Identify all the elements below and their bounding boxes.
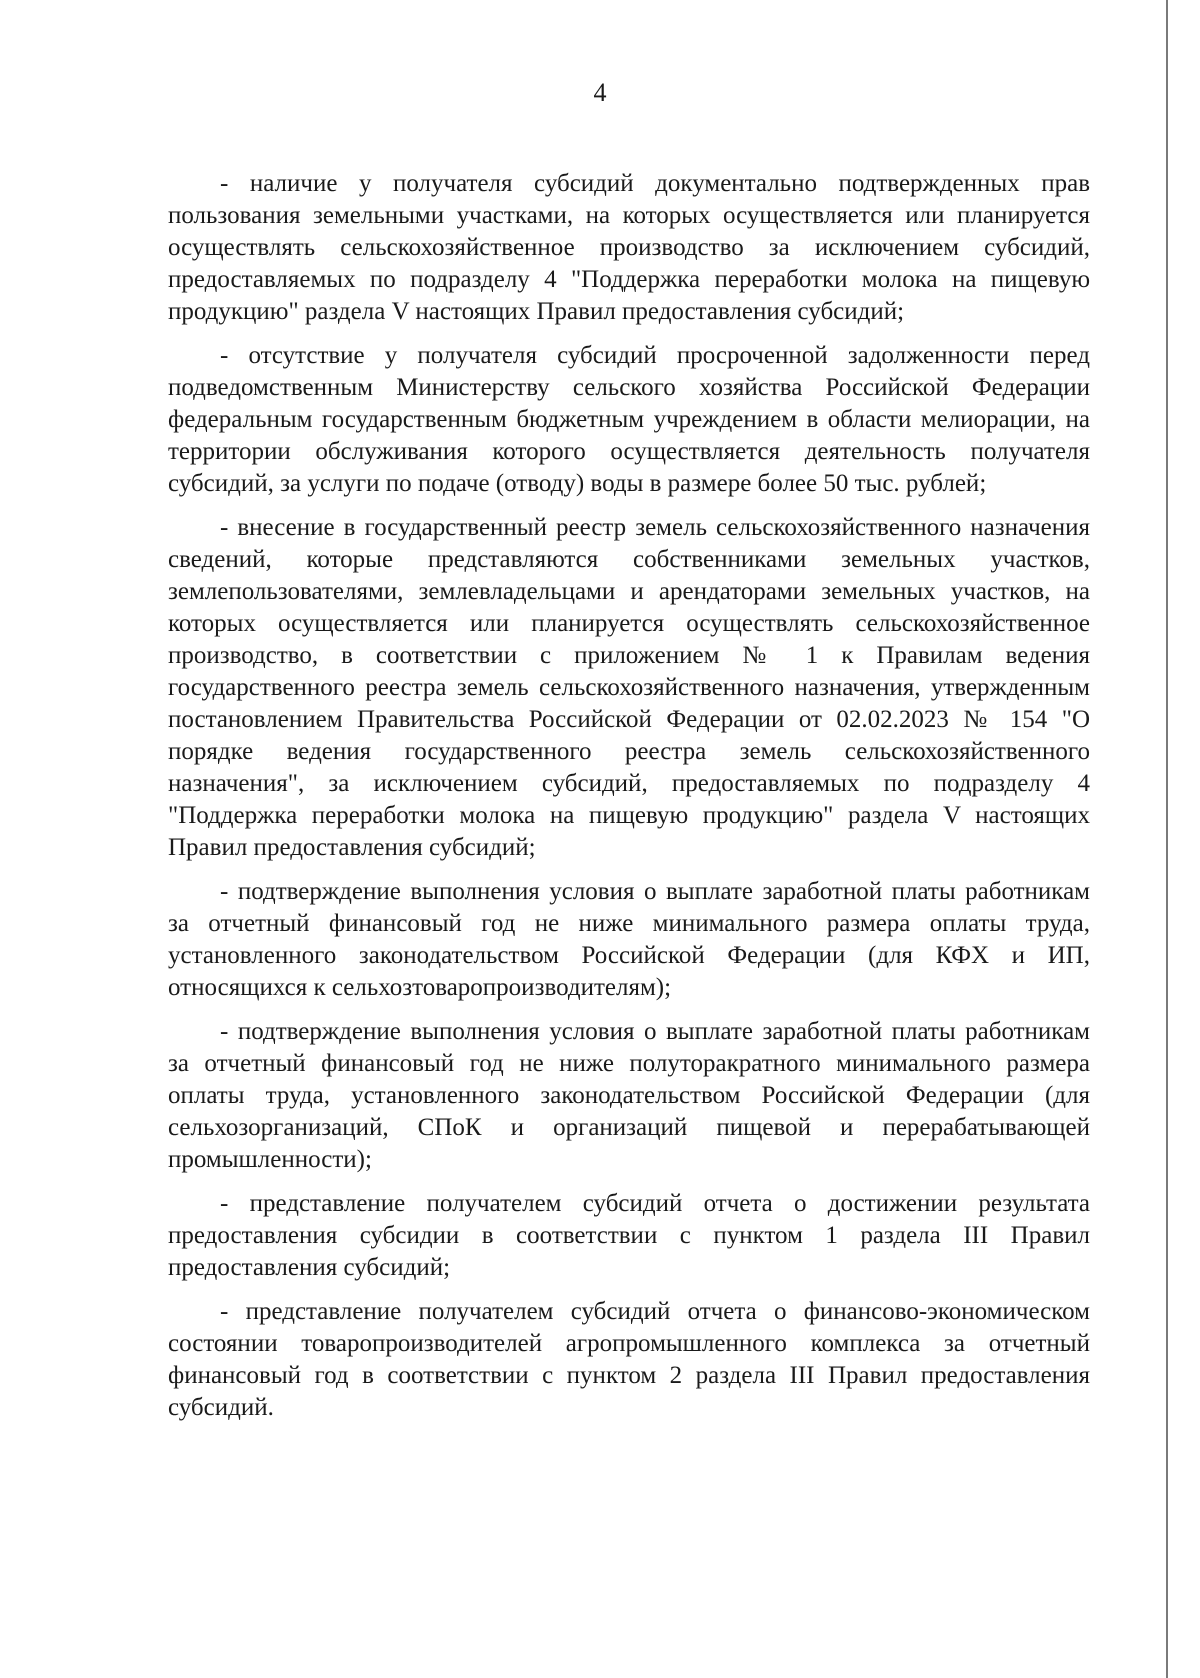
- paragraph-land-registry: - внесение в государственный реестр земель сельскохозяйственного назначения сведений, которые представляются собственниками земельных участков, землепользователями, землевладельцами и арендаторами земельных участков, на которых осуществляется или планируется осуществлять сельскохозяйственное производство, в соответствии с приложением № 1 к Правилам ведения государственного реестра земель сельскохозяйственного назначения, утвержденным постановлением Правительства Российской Федерации от 02.02.2023 № 154 "О порядке ведения государственного реестра земель сельскохозяйственного назначения", за исключением субсидий, предоставляемых по подразделу 4 "Поддержка переработки молока на пищевую продукцию" раздела V настоящих Правил предоставления субсидий;: [168, 514, 1090, 861]
- paragraph-result-report: - представление получателем субсидий отчета о достижении результата предоставления субсидии в соответствии с пунктом 1 раздела III Правил предоставления субсидий;: [168, 1190, 1090, 1281]
- scan-edge-line: [1166, 0, 1168, 1678]
- paragraph-land-use-rights: - наличие у получателя субсидий документально подтвержденных прав пользования земельными участками, на которых осуществляется или планируется осуществлять сельскохозяйственное производство за исключением субсидий, предоставляемых по подразделу 4 "Поддержка переработки молока на пищевую продукцию" раздела V настоящих Правил предоставления субсидий;: [168, 170, 1090, 325]
- page-number: 4: [593, 78, 607, 107]
- paragraph-no-overdue-debt: - отсутствие у получателя субсидий просроченной задолженности перед подведомственным Министерству сельского хозяйства Российской Федерации федеральным государственным бюджетным учреждением в области мелиорации, на территории обслуживания которого осуществляется деятельность получателя субсидий, за услуги по подаче (отводу) воды в размере более 50 тыс. рублей;: [168, 342, 1090, 497]
- paragraph-wage-kfh-ip: - подтверждение выполнения условия о выплате заработной платы работникам за отчетный финансовый год не ниже минимального размера оплаты труда, установленного законодательством Российской Федерации (для КФХ и ИП, относящихся к сельхозтоваропроизводителям);: [168, 878, 1090, 1001]
- paragraph-financial-report: - представление получателем субсидий отчета о финансово-экономическом состоянии товаропроизводителей агропромышленного комплекса за отчетный финансовый год в соответствии с пунктом 2 раздела III Правил предоставления субсидий.: [168, 1298, 1090, 1421]
- document-body: [168, 168, 1090, 1436]
- paragraph-wage-organizations: - подтверждение выполнения условия о выплате заработной платы работникам за отчетный финансовый год не ниже полуторакратного минимального размера оплаты труда, установленного законодательством Российской Федерации (для сельхозорганизаций, СПоК и организаций пищевой и перерабатывающей промышленности);: [168, 1018, 1090, 1173]
